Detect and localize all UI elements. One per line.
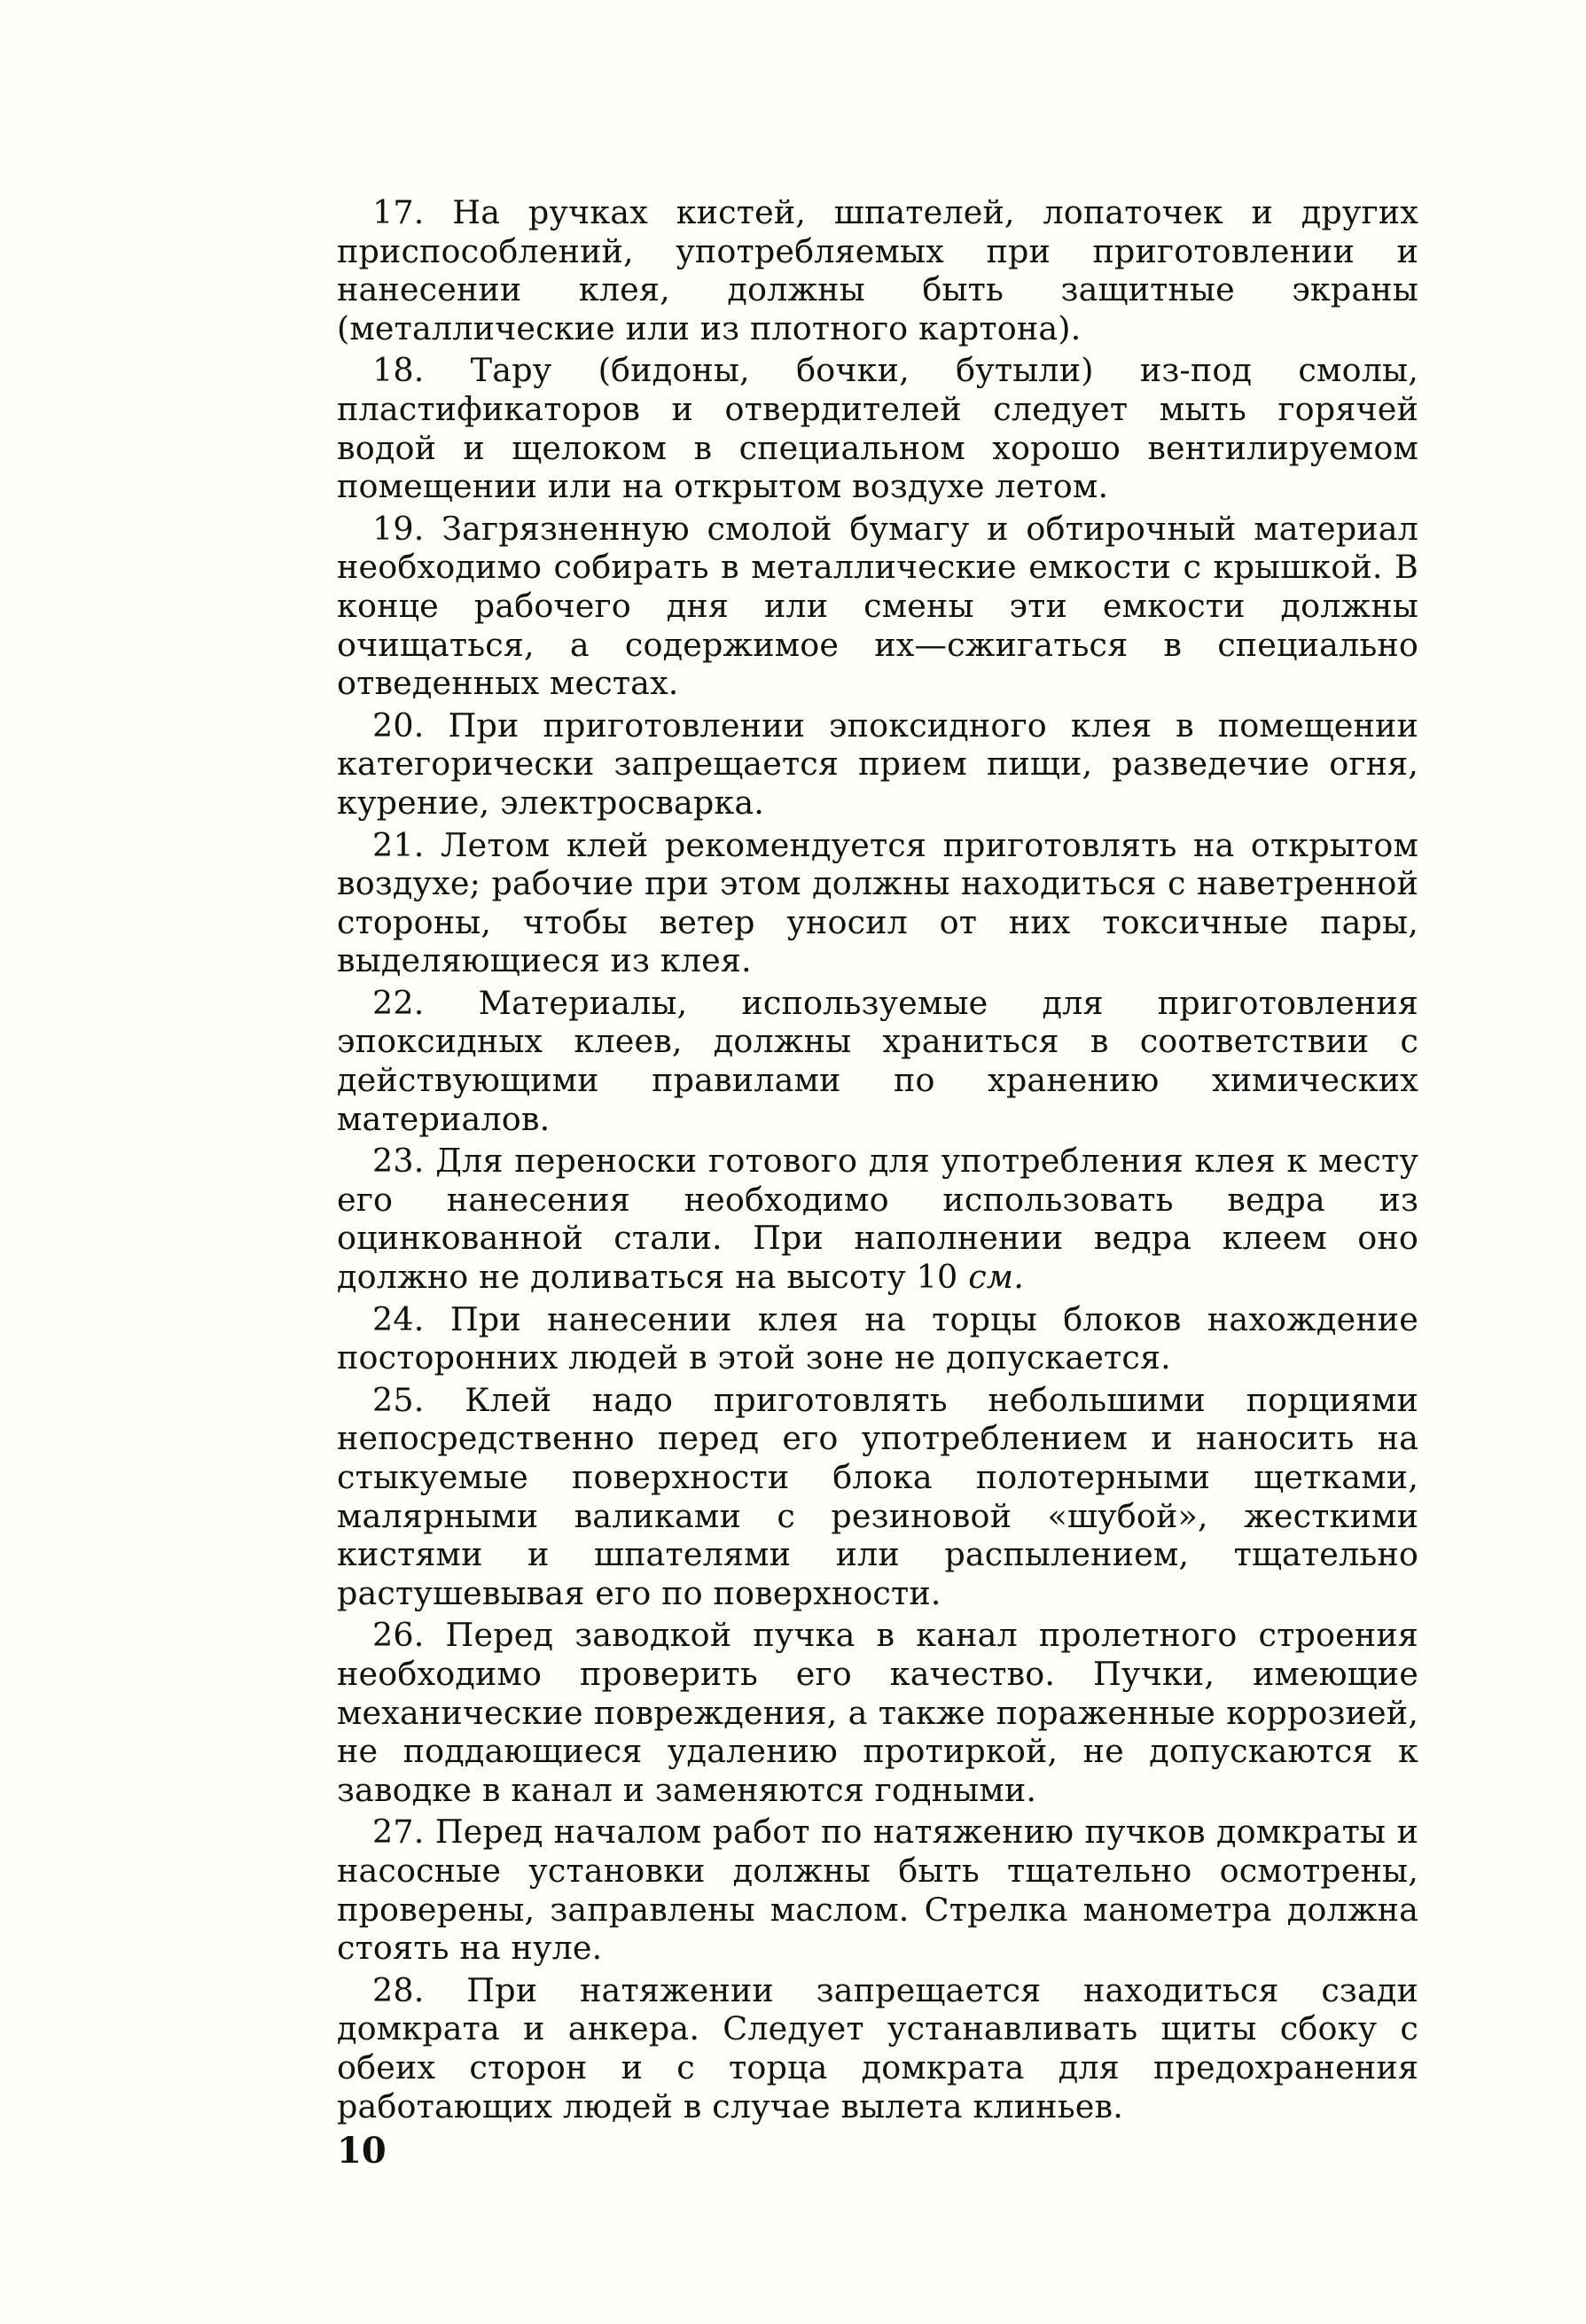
paragraph-21 <box>337 826 1418 980</box>
paragraph-number: 17. <box>372 193 425 231</box>
body-text <box>337 193 1418 2129</box>
paragraph-text: На ручках кистей, шпателей, лопаточек и других приспособлений, употребляемых при приготовлении и нанесении клея, должны быть защитные экраны (металлические или из плотного картона). <box>337 193 1418 347</box>
paragraph-28 <box>337 1971 1418 2125</box>
unit-label: см. <box>968 1258 1024 1297</box>
paragraph-number: 22. <box>372 983 425 1022</box>
paragraph-text: Перед заводкой пучка в канал пролетного строения необходимо проверить его качество. Пучки, имеющие механические повреждения, а также пораженные коррозией, не поддающиеся удалению протиркой, не допускаются к заводке в канал и заменяются годными. <box>337 1616 1418 1809</box>
paragraph-text: Тару (бидоны, бочки, бутыли) из-под смолы, пластификаторов и отвердителей следует мыть горячей водой и щелоком в специальном хорошо вентилируемом помещении или на открытом воздухе летом. <box>337 351 1418 506</box>
paragraph-number: 24. <box>372 1299 425 1338</box>
paragraph-text: При нанесении клея на торцы блоков нахождение посторонних людей в этой зоне не допускается. <box>337 1299 1418 1377</box>
paragraph-number: 26. <box>372 1616 425 1655</box>
paragraph-number: 21. <box>372 825 425 864</box>
paragraph-number: 28. <box>372 1970 425 2009</box>
paragraph-text: При натяжении запрещается находиться сзади домкрата и анкера. Следует устанавливать щиты сбоку с обеих сторон и с торца домкрата для предохранения работающих людей в случае вылета клиньев. <box>337 1970 1418 2125</box>
paragraph-text: Летом клей рекомендуется приготовлять на открытом воздухе; рабочие при этом должны находиться с наветренной стороны, чтобы ветер уносил от них токсичные пары, выделяющиеся из клея. <box>337 825 1418 980</box>
paragraph-text: Перед началом работ по натяжению пучков домкраты и насосные установки должны быть тщательно осмотрены, проверены, заправлены маслом. Стрелка манометра должна стоять на нуле. <box>337 1813 1418 1968</box>
paragraph-text: Материалы, используемые для приготовления эпоксидных клеев, должны храниться в соответствии с действующими правилами по хранению химических материалов. <box>337 983 1418 1138</box>
paragraph-text: Загрязненную смолой бумагу и обтирочный материал необходимо собирать в металлические емкости с крышкой. В конце рабочего дня или смены эти емкости должны очищаться, а содержимое их—сжигаться в специально отведенных местах. <box>337 509 1418 703</box>
paragraph-25 <box>337 1381 1418 1613</box>
paragraph-number: 19. <box>372 509 425 548</box>
paragraph-27 <box>337 1813 1418 1967</box>
paragraph-23 <box>337 1142 1418 1296</box>
paragraph-22 <box>337 984 1418 1138</box>
paragraph-number: 23. <box>372 1142 425 1181</box>
paragraph-17 <box>337 193 1418 347</box>
page-number: 10 <box>337 2130 387 2172</box>
paragraph-text: Клей надо приготовлять небольшими порциями непосредственно перед его употреблением и наносить на стыкуемые поверхности блока полотерными щетками, малярными валиками с резиновой «шубой», жесткими кистями и шпателями или распылением, тщательно растушевывая его по поверхности. <box>337 1380 1418 1612</box>
paragraph-text: Для переноски готового для употребления клея к месту его нанесения необходимо использовать ведра из оцинкованной стали. При наполнении ведра клеем оно должно не доливаться на высоту 10 <box>337 1142 1418 1297</box>
paragraph-26 <box>337 1616 1418 1809</box>
paragraph-18 <box>337 351 1418 505</box>
paragraph-20 <box>337 706 1418 823</box>
paragraph-19 <box>337 510 1418 703</box>
paragraph-number: 18. <box>372 351 425 390</box>
paragraph-number: 25. <box>372 1380 425 1419</box>
paragraph-number: 20. <box>372 706 425 745</box>
paragraph-text: При приготовлении эпоксидного клея в помещении категорически запрещается прием пищи, разведечие огня, курение, электросварка. <box>337 706 1418 822</box>
paragraph-number: 27. <box>372 1813 425 1852</box>
paragraph-24 <box>337 1300 1418 1377</box>
